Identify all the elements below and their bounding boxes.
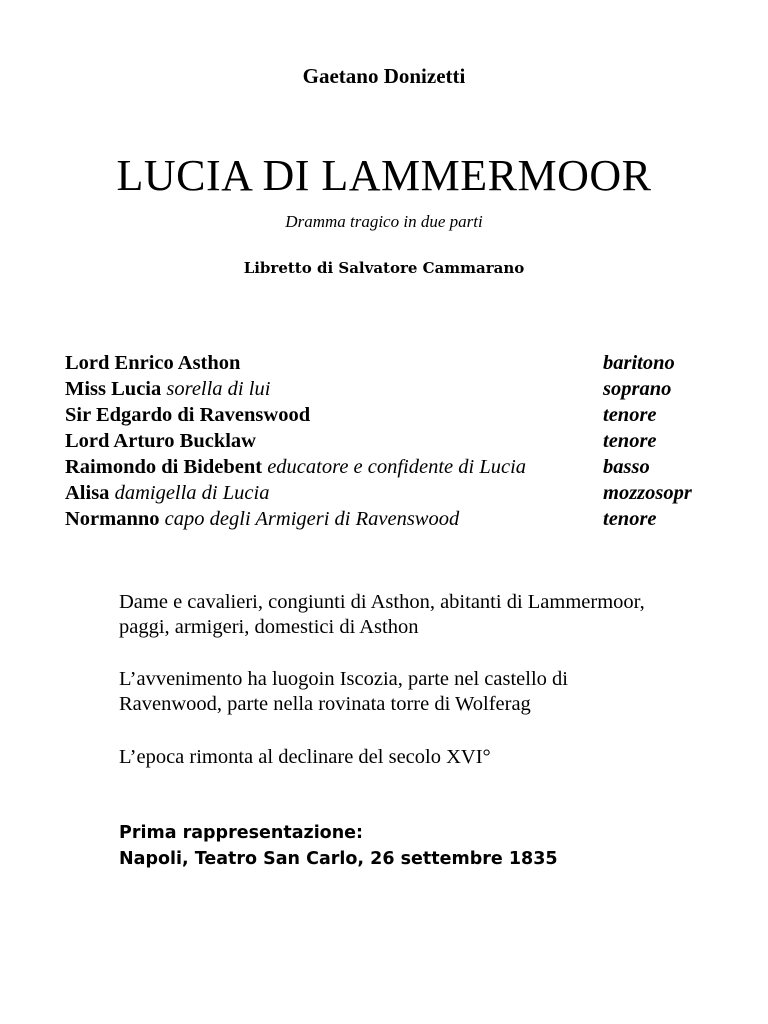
- cast-description: damigella di Lucia: [114, 482, 270, 504]
- cast-voice: baritono: [603, 352, 675, 374]
- premiere-label: Prima rappresentazione:: [119, 823, 364, 843]
- cast-voice: tenore: [603, 404, 657, 426]
- cast-name: Sir Edgardo di Ravenswood: [65, 404, 311, 426]
- cast-name: Alisa: [65, 482, 110, 504]
- chorus-note: [119, 590, 759, 640]
- cast-row: [65, 402, 745, 428]
- chorus-line: paggi, armigeri, domestici di Asthon: [119, 616, 419, 638]
- cast-row: [65, 506, 745, 532]
- cast-name: Lord Enrico Asthon: [65, 352, 241, 374]
- premiere-details: Napoli, Teatro San Carlo, 26 settembre 1835: [119, 849, 558, 869]
- cast-voice: basso: [603, 456, 650, 478]
- cast-description: educatore e confidente di Lucia: [267, 456, 527, 478]
- opera-subtitle: Dramma tragico in due parti: [285, 212, 483, 231]
- cast-description: capo degli Armigeri di Ravenswood: [164, 508, 460, 530]
- cast-name: Raimondo di Bidebent: [65, 456, 263, 478]
- cast-voice: mozzosopr: [603, 482, 692, 504]
- cast-voice: tenore: [603, 430, 657, 452]
- cast-list: [65, 350, 745, 532]
- cast-name: Miss Lucia: [65, 378, 162, 400]
- epoch-note: L’epoca rimonta al declinare del secolo XVI°: [119, 746, 491, 768]
- cast-voice: tenore: [603, 508, 657, 530]
- cast-row: [65, 376, 745, 402]
- cast-row: [65, 480, 745, 506]
- cast-row: [65, 428, 745, 454]
- cast-name: Lord Arturo Bucklaw: [65, 430, 256, 452]
- composer-name: Gaetano Donizetti: [302, 64, 466, 88]
- opera-title: LUCIA DI LAMMERMOOR: [116, 151, 652, 200]
- cast-name: Normanno: [65, 508, 160, 530]
- premiere-info: [119, 820, 558, 872]
- librettist-credit: Libretto di Salvatore Cammarano: [243, 259, 525, 277]
- setting-note: [119, 667, 759, 717]
- cast-row: [65, 454, 745, 480]
- setting-line: L’avvenimento ha luogoin Iscozia, parte nel castello di: [119, 668, 568, 690]
- setting-line: Ravenwood, parte nella rovinata torre di Wolferag: [119, 693, 531, 715]
- cast-row: [65, 350, 745, 376]
- chorus-line: Dame e cavalieri, congiunti di Asthon, abitanti di Lammermoor,: [119, 591, 645, 613]
- cast-voice: soprano: [603, 378, 672, 400]
- cast-description: sorella di lui: [166, 378, 271, 400]
